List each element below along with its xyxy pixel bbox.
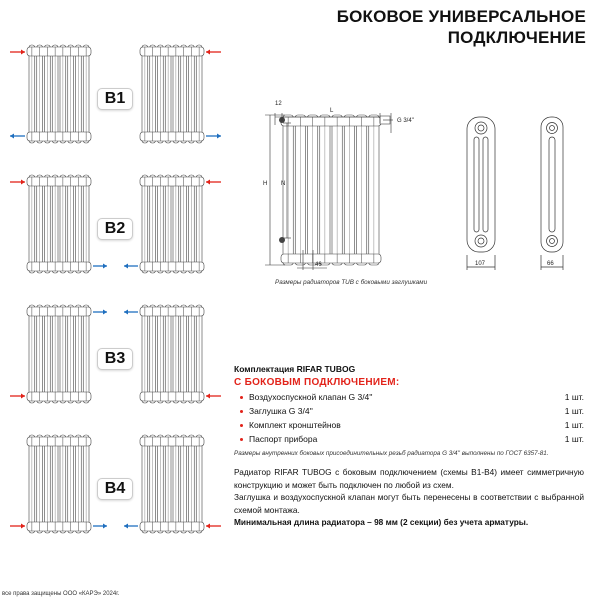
radiator-front-view — [279, 115, 390, 265]
supply-arrow — [10, 50, 25, 55]
bullet-icon — [240, 424, 243, 427]
supply-arrow — [10, 524, 25, 529]
scheme-label-b3: B3 — [97, 348, 133, 370]
scheme-label-b1: B1 — [97, 88, 133, 110]
dimension-drawing — [255, 95, 600, 280]
kit-subheading: С БОКОВЫМ ПОДКЛЮЧЕНИЕМ: — [234, 377, 400, 388]
return-arrow — [93, 264, 107, 269]
description: Радиатор RIFAR TUBOG с боковым подключением (схемы B1-B4) имеет симметричную конструкцию и может быть подключен по любой из схем. Заглушка и воздухоспускной клапан могут быть перенесены в соответствии с выбранной схемой монтажа. Минимальная длина радиатора – 98 мм (2 секции) без учета арматуры. — [234, 467, 584, 527]
dim-height: H — [263, 181, 268, 187]
supply-arrow — [206, 394, 221, 399]
return-arrow — [206, 134, 221, 139]
page-title: БОКОВОЕ УНИВЕРСАЛЬНОЕ ПОДКЛЮЧЕНИЕ — [336, 7, 586, 47]
scheme-label-b2: B2 — [97, 218, 133, 240]
return-arrow — [124, 264, 138, 269]
return-arrow — [93, 310, 107, 315]
kit-item-qty: 1 шт. — [564, 392, 584, 402]
kit-item: Заглушка G 3/4'' 1 шт. — [234, 406, 584, 416]
connection-schemes — [0, 0, 230, 560]
kit-section — [234, 364, 584, 457]
dim-length: L — [330, 108, 334, 114]
kit-item-qty: 1 шт. — [564, 420, 584, 430]
kit-item-qty: 1 шт. — [564, 406, 584, 416]
kit-heading: Комплектация RIFAR TUBOG — [234, 364, 356, 374]
dim-depth-66: 66 — [547, 261, 554, 267]
return-arrow — [124, 524, 138, 529]
kit-item: Паспорт прибора 1 шт. — [234, 434, 584, 444]
bullet-icon — [240, 438, 243, 441]
supply-arrow — [10, 180, 25, 185]
return-arrow — [10, 134, 25, 139]
bullet-icon — [240, 410, 243, 413]
kit-item: Комплект кронштейнов 1 шт. — [234, 420, 584, 430]
dim-12: 12 — [275, 101, 282, 107]
return-arrow — [93, 524, 107, 529]
supply-arrow — [206, 524, 221, 529]
dim-depth-107: 107 — [475, 261, 486, 267]
drawing-caption: Размеры радиаторов TUB с боковыми заглушками — [275, 279, 428, 286]
dim-center-distance: N — [281, 181, 286, 187]
supply-arrow — [206, 180, 221, 185]
kit-note: Размеры внутренних боковых присоединительных резьб радиатора G 3/4'' выполнены по ГОСТ 6357-81. — [234, 450, 549, 457]
scheme-label-b4: B4 — [97, 478, 133, 500]
supply-arrow — [10, 394, 25, 399]
dim-section-width: 46 — [315, 262, 322, 268]
supply-arrow — [206, 50, 221, 55]
bullet-icon — [240, 396, 243, 399]
return-arrow — [124, 310, 138, 315]
dim-thread: G 3/4'' — [397, 118, 414, 124]
copyright-footer: все права защищены ООО «КАРЭ» 2024г. — [2, 591, 120, 597]
kit-item: Воздухоспускной клапан G 3/4'' 1 шт. — [234, 392, 584, 402]
kit-item-qty: 1 шт. — [564, 434, 584, 444]
